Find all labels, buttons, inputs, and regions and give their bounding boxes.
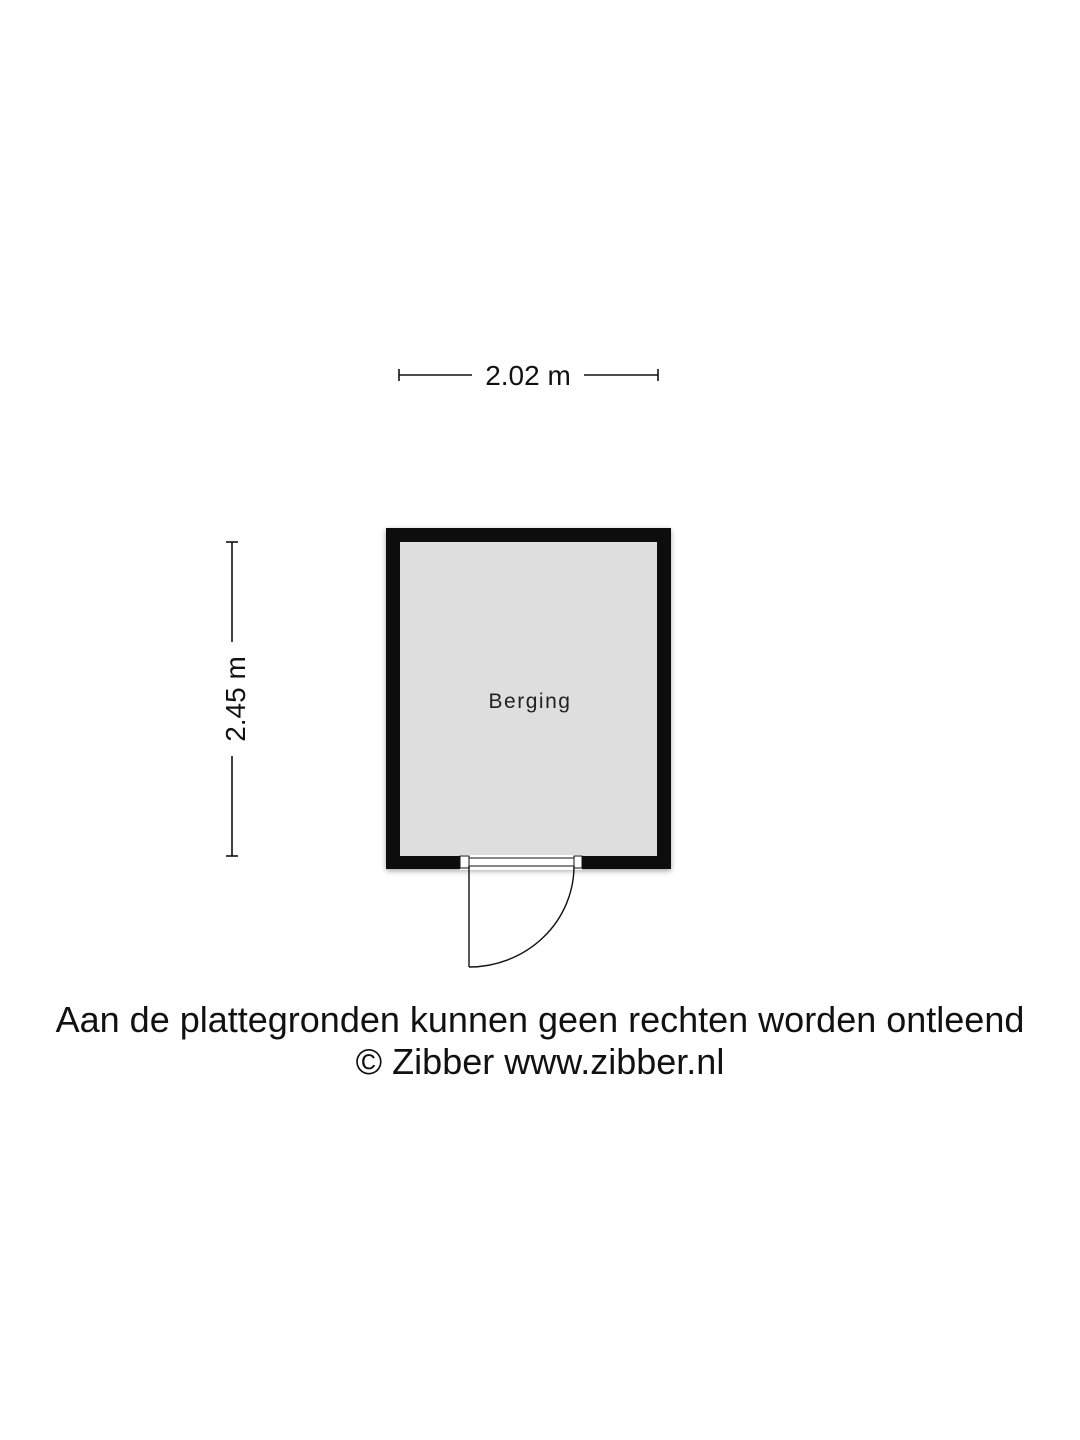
- door-swing-arc: [469, 866, 574, 967]
- room-label: Berging: [488, 690, 572, 713]
- width-dimension-label: 2.02 m: [485, 360, 571, 391]
- height-dimension: [220, 542, 251, 856]
- room-berging: [386, 528, 671, 967]
- copyright-text: © Zibber www.zibber.nl: [355, 1041, 725, 1082]
- height-dimension-label: 2.45 m: [220, 656, 251, 742]
- disclaimer-text: Aan de plattegronden kunnen geen rechten worden ontleend: [55, 999, 1025, 1040]
- door-opening: [460, 855, 582, 870]
- width-dimension: [399, 360, 658, 391]
